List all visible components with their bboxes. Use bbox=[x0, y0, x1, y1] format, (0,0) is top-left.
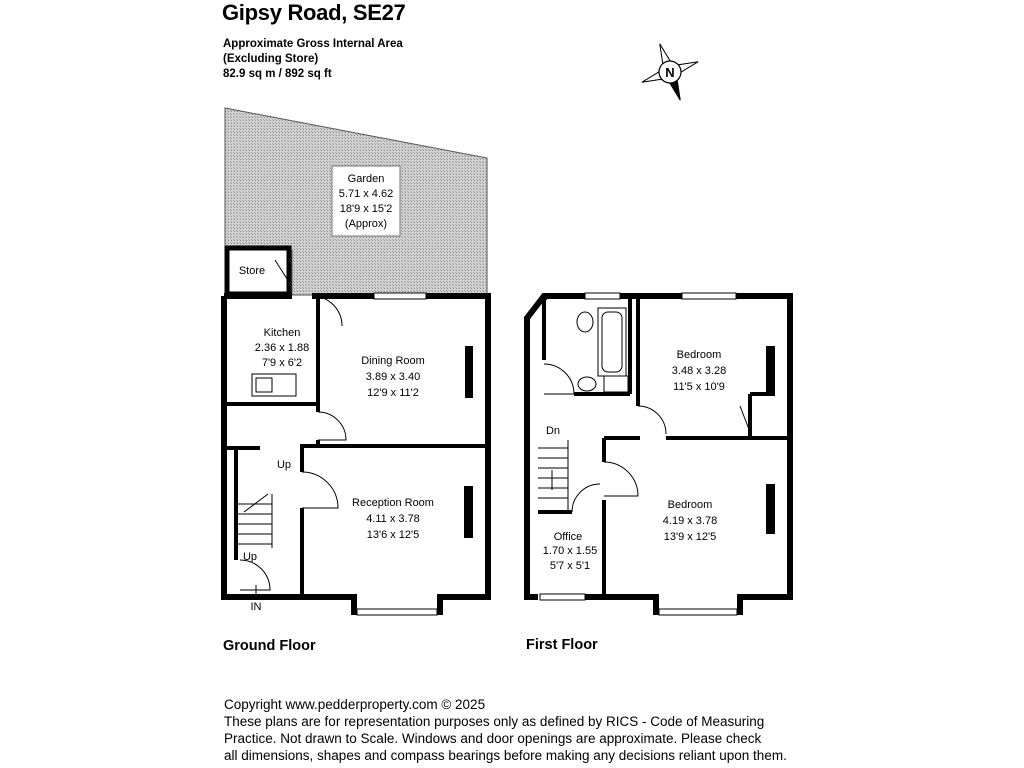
dining-window bbox=[374, 293, 426, 299]
garden-name: Garden bbox=[347, 173, 385, 185]
dining-imperial: 12'9 x 11'2 bbox=[367, 387, 419, 399]
compass-label: N bbox=[665, 65, 675, 80]
dining-door-swing bbox=[318, 412, 346, 440]
kitchen-metric: 2.36 x 1.88 bbox=[254, 342, 310, 354]
garden-metric: 5.71 x 4.62 bbox=[338, 188, 394, 200]
reception-door-swing bbox=[302, 472, 338, 508]
bedroom2-metric: 4.19 x 3.78 bbox=[662, 515, 718, 527]
front-door-swing bbox=[240, 560, 270, 590]
reception-chimney-breast bbox=[464, 486, 473, 538]
dining-name: Dining Room bbox=[361, 355, 425, 367]
bedroom2-door-swing bbox=[604, 462, 638, 496]
bedroom1-door-swing bbox=[638, 406, 666, 434]
bathroom-cabinet bbox=[604, 376, 628, 392]
kitchen-imperial: 7'9 x 6'2 bbox=[261, 357, 303, 369]
disclaimer-line-1: These plans are for representation purposes only as defined by RICS - Code of Measuring bbox=[224, 714, 765, 729]
bedroom1-chimney-breast bbox=[766, 346, 775, 394]
office-metric: 1.70 x 1.55 bbox=[542, 545, 598, 557]
reception-name: Reception Room bbox=[352, 497, 434, 509]
bathtub-inner bbox=[602, 312, 622, 372]
bedroom2-name: Bedroom bbox=[667, 499, 713, 511]
bedroom1-metric: 3.48 x 3.28 bbox=[671, 365, 727, 377]
reception-metric: 4.11 x 3.78 bbox=[366, 513, 420, 525]
disclaimer-line-2: Practice. Not drawn to Scale. Windows and door openings are approximate. Please check bbox=[224, 731, 762, 746]
first-stairs-icon bbox=[538, 440, 568, 510]
basin-icon bbox=[578, 377, 596, 391]
copyright-text: Copyright www.pedderproperty.com © 2025 bbox=[224, 697, 486, 712]
first-floor-label: First Floor bbox=[526, 637, 598, 653]
reception-bay-window bbox=[357, 609, 437, 615]
kitchen-name: Kitchen bbox=[263, 327, 301, 339]
entrance-label: IN bbox=[250, 601, 262, 613]
office-door-swing bbox=[572, 484, 600, 512]
plan-title: Gipsy Road, SE27 bbox=[222, 0, 406, 25]
ground-stairs-up-label-2: Up bbox=[242, 551, 258, 563]
footer-disclaimer bbox=[224, 696, 824, 764]
bedroom1-name: Bedroom bbox=[676, 349, 722, 361]
reception-imperial: 13'6 x 12'5 bbox=[366, 529, 420, 541]
sink-bowl bbox=[256, 378, 272, 392]
area-line-2: (Excluding Store) bbox=[223, 53, 319, 65]
dining-metric: 3.89 x 3.40 bbox=[365, 371, 421, 383]
office-imperial: 5'7 x 5'1 bbox=[549, 560, 591, 572]
bedroom1-imperial: 11'5 x 10'9 bbox=[673, 381, 725, 393]
bathroom-door-swing bbox=[544, 364, 574, 394]
ground-stairs-icon bbox=[238, 494, 272, 548]
bedroom2-bay-window bbox=[659, 609, 737, 615]
dining-chimney-breast bbox=[465, 346, 473, 398]
area-line-1: Approximate Gross Internal Area bbox=[223, 38, 403, 50]
ground-stairs-up-label-1: Up bbox=[276, 459, 292, 471]
garden-note: (Approx) bbox=[344, 218, 388, 230]
disclaimer-line-3: all dimensions, shapes and compass bearings before making any decisions reliant upon them. bbox=[224, 748, 787, 763]
bedroom2-chimney-breast bbox=[766, 484, 775, 534]
store-name: Store bbox=[238, 265, 266, 277]
first-stairs-down-label: Dn bbox=[545, 425, 561, 437]
area-line-3: 82.9 sq m / 892 sq ft bbox=[223, 68, 332, 80]
garden-imperial: 18'9 x 15'2 bbox=[339, 203, 393, 215]
office-name: Office bbox=[553, 531, 583, 543]
office-window bbox=[540, 594, 585, 600]
toilet-icon bbox=[577, 312, 593, 332]
ground-floor-label: Ground Floor bbox=[223, 638, 316, 654]
bedroom2-imperial: 13'9 x 12'5 bbox=[663, 531, 717, 543]
bathroom-window bbox=[585, 293, 620, 299]
bedroom1-window bbox=[682, 293, 736, 299]
